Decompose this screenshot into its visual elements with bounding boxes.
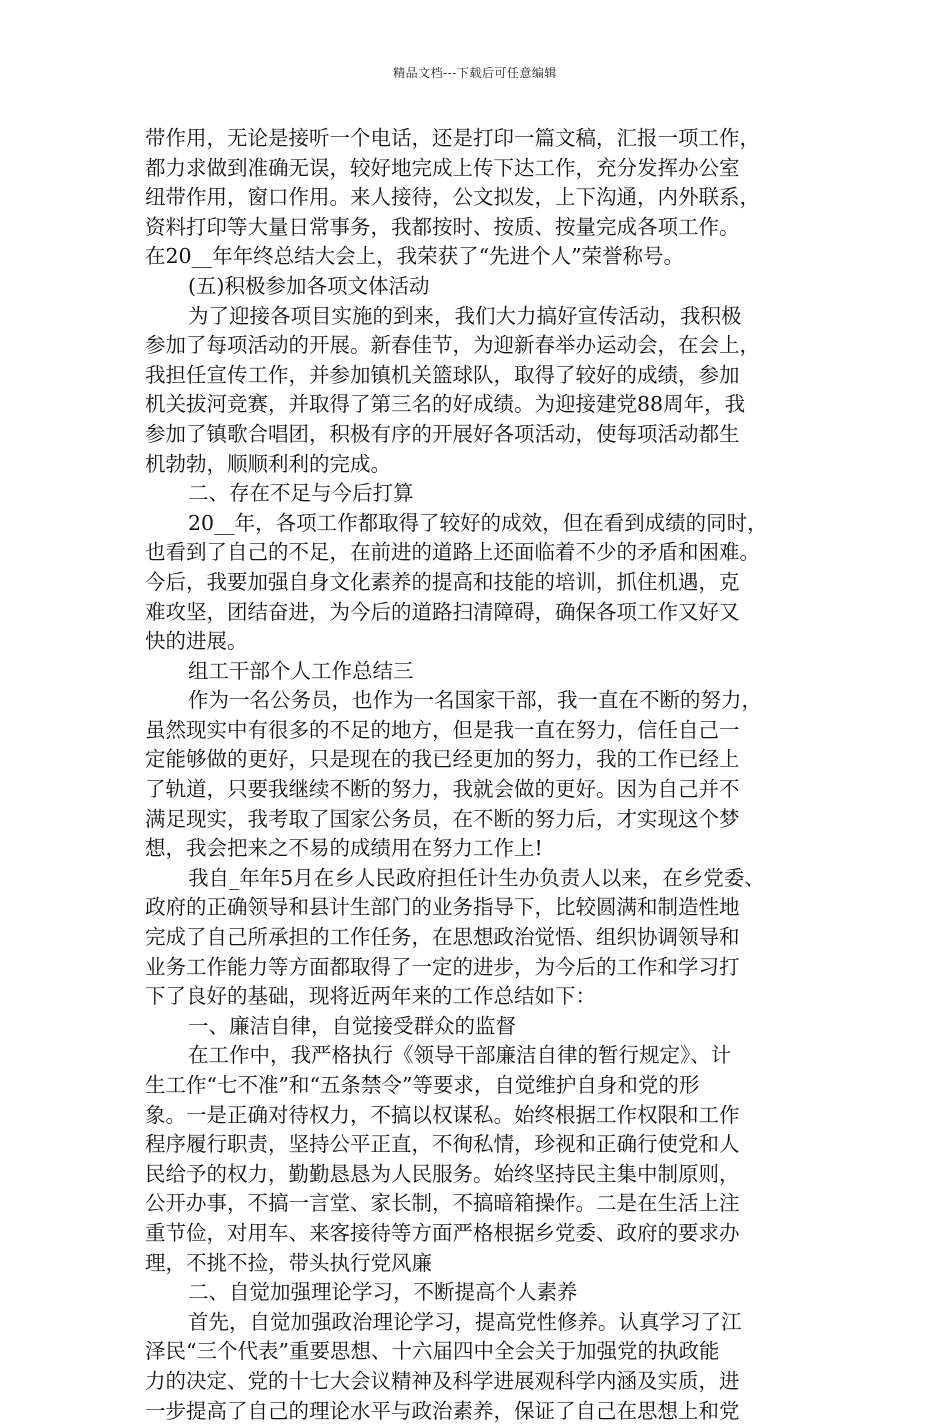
text-line: 力的决定、党的十七大会议精神及科学进展观科学内涵及实质，进	[145, 1368, 740, 1393]
text-line: 在工作中，我严格执行《领导干部廉洁自律的暂行规定》、计	[188, 1043, 732, 1068]
text-line: 完成了自己所承担的工作任务，在思想政治觉悟、组织协调领导和	[145, 925, 740, 950]
text-line: 今后，我要加强自身文化素养的提高和技能的培训，抓住机遇，克	[145, 569, 740, 594]
text-line: 都力求做到准确无误，较好地完成上传下达工作，充分发挥办公室	[145, 155, 740, 180]
text-line: 机勃勃，顺顺利利的完成。	[145, 451, 391, 476]
page-header: 精品文档---下载后可任意编辑	[393, 66, 557, 80]
text-line: 我自_年年5月在乡人民政府担任计生办负责人以来，在乡党委、	[188, 865, 765, 890]
text-line: 想，我会把来之不易的成绩用在努力工作上!	[145, 836, 543, 861]
text-line: 机关拔河竞赛，并取得了第三名的好成绩。为迎接建党88周年，我	[145, 392, 746, 417]
text-line: 业务工作能力等方面都取得了一定的进步，为今后的工作和学习打	[145, 954, 740, 979]
text-line: 也看到了自己的不足，在前进的道路上还面临着不少的矛盾和困难。	[145, 540, 760, 565]
text-line: 二、自觉加强理论学习，不断提高个人素养	[188, 1280, 578, 1305]
text-line: (五)积极参加各项文体活动	[188, 273, 430, 298]
text-line: 二、存在不足与今后打算	[188, 481, 414, 506]
text-line: 下了良好的基础，现将近两年来的工作总结如下：	[145, 984, 596, 1009]
text-line: 了轨道，只要我继续不断的努力，我就会做的更好。因为自己并不	[145, 777, 740, 802]
text-line: 参加了镇歌合唱团，积极有序的开展好各项活动，使每项活动都生	[145, 421, 740, 446]
text-line: 参加了每项活动的开展。新春佳节，为迎新春举办运动会，在会上，	[145, 333, 760, 358]
text-line: 重节俭，对用车、来客接待等方面严格根据乡党委、政府的要求办	[145, 1220, 740, 1245]
text-line: 组工干部个人工作总结三	[188, 658, 414, 683]
text-line: 政府的正确领导和县计生部门的业务指导下，比较圆满和制造性地	[145, 895, 740, 920]
text-line: 在20__年年终总结大会上，我荣获了“先进个人”荣誉称号。	[145, 244, 685, 269]
text-line: 公开办事，不搞一言堂、家长制，不搞暗箱操作。二是在生活上注	[145, 1191, 740, 1216]
text-line: 为了迎接各项目实施的到来，我们大力搞好宣传活动，我积极	[188, 303, 742, 328]
document-body	[145, 124, 823, 1426]
text-line: 一、廉洁自律，自觉接受群众的监督	[188, 1013, 516, 1038]
text-line: 带作用，无论是接听一个电话，还是打印一篇文稿，汇报一项工作，	[145, 126, 760, 150]
text-line: 泽民“三个代表”重要思想、十六届四中全会关于加强党的执政能	[145, 1339, 720, 1364]
text-line: 一步提高了自己的理论水平与政治素养，保证了自己在思想上和党	[145, 1398, 740, 1423]
text-line: 资料打印等大量日常事务，我都按时、按质、按量完成各项工作。	[145, 214, 740, 239]
text-line: 程序履行职责，坚持公平正直，不徇私情，珍视和正确行使党和人	[145, 1132, 740, 1157]
text-line: 我担任宣传工作，并参加镇机关篮球队，取得了较好的成绩，参加	[145, 362, 740, 387]
text-line: 定能够做的更好，只是现在的我已经更加的努力，我的工作已经上	[145, 747, 740, 772]
text-line: 纽带作用，窗口作用。来人接待，公文拟发，上下沟通，内外联系，	[145, 185, 760, 210]
text-line: 理，不挑不捡，带头执行党风廉	[145, 1250, 432, 1275]
text-line: 生工作“七不准”和“五条禁令”等要求，自觉维护自身和党的形	[145, 1073, 700, 1097]
text-line: 难攻坚，团结奋进，为今后的道路扫清障碍，确保各项工作又好又	[145, 599, 740, 624]
text-line: 虽然现实中有很多的不足的地方，但是我一直在努力，信任自己一	[145, 717, 740, 742]
text-line: 作为一名公务员，也作为一名国家干部，我一直在不断的努力，	[188, 688, 762, 713]
text-line: 满足现实，我考取了国家公务员，在不断的努力后，才实现这个梦	[145, 806, 740, 831]
text-line: 首先，自觉加强政治理论学习，提高党性修养。认真学习了江	[188, 1309, 742, 1334]
text-line: 20__年，各项工作都取得了较好的成效，但在看到成绩的同时，	[188, 510, 768, 535]
text-line: 快的进展。	[145, 629, 248, 654]
text-line: 民给予的权力，勤勤恳恳为人民服务。始终坚持民主集中制原则，	[145, 1161, 740, 1186]
text-line: 象。一是正确对待权力，不搞以权谋私。始终根据工作权限和工作	[145, 1102, 740, 1127]
